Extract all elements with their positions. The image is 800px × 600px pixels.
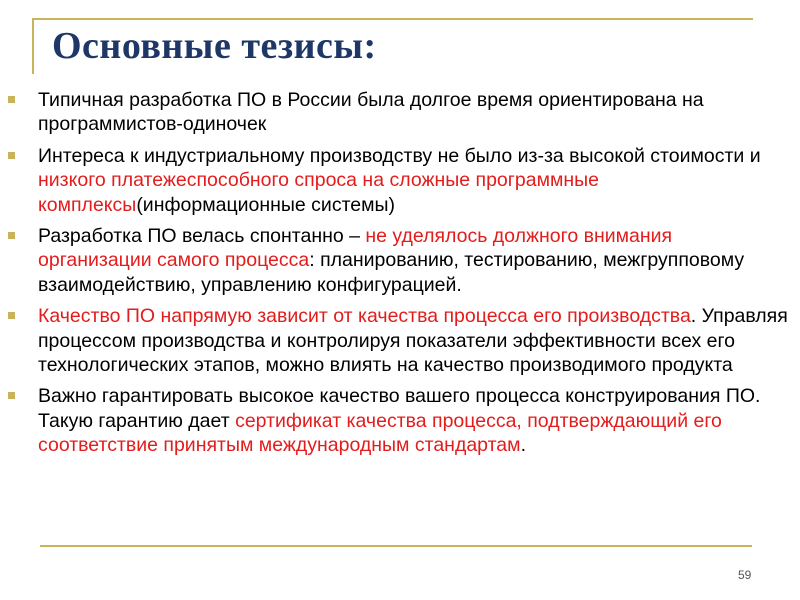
left-frame-line: [32, 18, 34, 74]
bullet-text: Важно гарантировать высокое качество вашего процесса конструирования ПО. Такую гарантию дает: [38, 385, 761, 432]
bullet-list: [0, 88, 790, 465]
bullet-item: [0, 144, 790, 217]
bullet-square-icon: [8, 96, 15, 103]
highlighted-text: не уделялось должного внимания организации самого процесса: [38, 225, 673, 272]
bullet-square-icon: [8, 392, 15, 399]
bullet-square-icon: [8, 312, 15, 319]
bullet-text: Интереса к индустриальному производству не было из-за высокой стоимости и: [38, 144, 761, 167]
bullet-square-icon: [8, 152, 15, 159]
bullet-item: [0, 304, 790, 377]
bullet-text: . Управляя процессом производства и контролируя показатели эффективности всех его технологических этапов, можно влиять на качество производимого продукта: [38, 305, 788, 377]
highlighted-text: сертификат качества процесса, подтверждающий его соответствие принятым международным стандартам: [38, 409, 722, 457]
slide-title: Основные тезисы:: [52, 25, 377, 67]
bullet-text: : планированию, тестированию, межгрупповому взаимодействию, управлению конфигурацией.: [38, 249, 745, 296]
bullet-item: [0, 88, 790, 137]
bullet-item: [0, 224, 790, 297]
highlighted-text: Качество ПО напрямую зависит от качества процесса его производства: [38, 305, 691, 328]
bullet-item: [0, 384, 790, 457]
bullet-text: Типичная разработка ПО в России была долгое время ориентирована на программистов-одиночек: [38, 89, 704, 136]
top-frame-line: [32, 18, 753, 20]
bullet-square-icon: [8, 232, 15, 239]
bullet-text: (информационные системы): [136, 193, 396, 216]
bottom-frame-line: [40, 545, 752, 547]
bullet-text: Разработка ПО велась спонтанно –: [38, 225, 366, 248]
bullet-text: .: [520, 434, 526, 457]
page-number: 59: [738, 568, 752, 582]
highlighted-text: низкого платежеспособного спроса на сложные программные комплексы: [38, 169, 600, 216]
